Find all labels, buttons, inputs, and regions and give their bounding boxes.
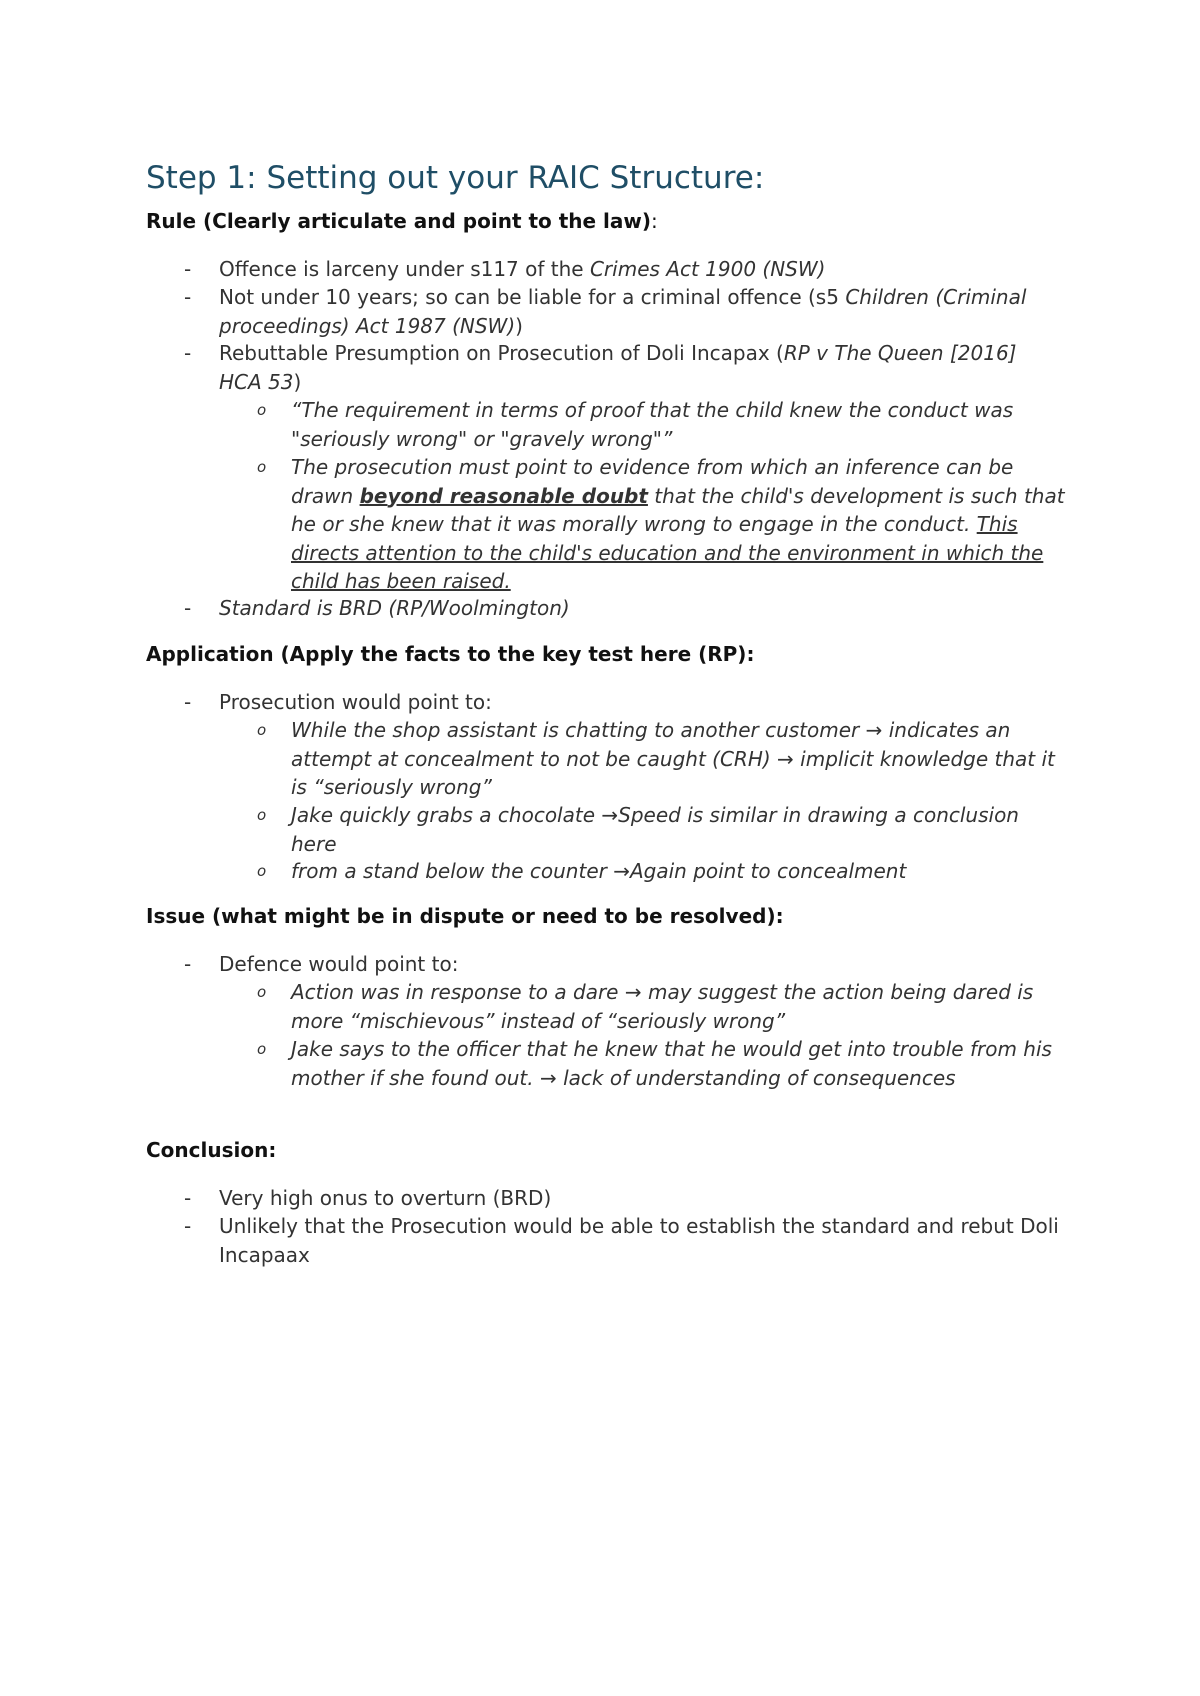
application-grab-b: Speed is similar in drawing a conclusion here [291,803,1019,856]
application-chatting-a: While the shop assistant is chatting to another customer [291,718,866,742]
conclusion-bullet-unlikely [184,1212,1064,1269]
application-bullet-prosecution [184,688,1064,717]
rule-prosecution-text-a: The prosecution must point to evidence from which an inference can be drawn [291,455,1014,508]
rule-bullet-presumption [184,339,1064,396]
rule-offence-text: Offence is larceny under s117 of the [219,257,590,281]
rule-bullet-standard [184,594,1064,623]
application-stand-b: Again point to concealment [629,859,907,883]
rule-bullet-age [184,283,1064,340]
rule-heading-text: Rule (Clearly articulate and point to the law) [146,209,652,233]
arrow-icon: → [613,859,630,883]
issue-defence-text: Defence would point to: [219,952,459,976]
bullet-dash: - [184,596,192,620]
conclusion-unlikely-text: Unlikely that the Prosecution would be able to establish the standard and rebut Doli Incapaax [219,1214,1059,1267]
issue-dare-a: Action was in response to a dare [291,980,625,1004]
sub-bullet-o: o [257,1040,267,1058]
sub-bullet-o: o [257,458,267,476]
bullet-dash: - [184,952,192,976]
rule-standard-text: Standard is BRD (RP/Woolmington) [219,596,570,620]
arrow-icon: → [624,980,642,1004]
issue-bullet-defence [184,950,1064,979]
arrow-icon: → [777,746,794,771]
sub-bullet-o: o [257,806,267,824]
rule-offence-cite: Crimes Act 1900 (NSW) [589,257,826,281]
application-sub-grab [257,801,1067,858]
rule-age-cite: Children (Criminal proceedings) Act 1987 (NSW) [219,285,1027,338]
rule-heading [146,209,658,233]
arrow-icon: → [865,718,883,742]
bullet-dash: - [184,285,192,309]
application-stand-a: from a stand below the counter [291,859,614,883]
sub-bullet-o: o [257,862,267,880]
sub-bullet-o: o [257,721,267,739]
issue-heading: Issue (what might be in dispute or need to be resolved): [146,904,784,928]
bullet-dash: - [184,257,192,281]
application-sub-stand [257,857,1067,886]
issue-sub-dare [257,978,1067,1035]
arrow-icon: → [601,803,619,827]
rule-presumption-cite: RP v The Queen [2016] HCA 53 [219,341,1017,394]
bullet-dash: - [184,1186,192,1210]
sub-bullet-o: o [257,401,267,419]
rule-sub-requirement [257,396,1067,453]
rule-presumption-text: Rebuttable Presumption on Prosecution of Doli Incapax ( [219,341,784,365]
bullet-dash: - [184,1214,192,1238]
arrow-icon: → [539,1065,557,1090]
rule-bullet-offence [184,255,1064,284]
issue-officer-a: Jake says to the officer that he knew that he would get into trouble from his mother if she found out. [291,1037,1052,1090]
issue-officer-b: lack of understanding of consequences [556,1065,956,1090]
issue-sub-officer [257,1035,1067,1092]
rule-presumption-close: ) [293,369,302,394]
rule-age-close: ) [515,313,523,338]
page-title: Step 1: Setting out your RAIC Structure: [146,160,765,196]
application-sub-chatting [257,716,1067,802]
bullet-dash: - [184,341,192,365]
application-prosecution-text: Prosecution would point to: [219,690,492,714]
rule-prosecution-underline: This directs attention to the child's education and the environment in which the child has been raised. [291,512,1044,593]
application-chatting-c: implicit knowledge that it is “seriously wrong” [291,746,1055,799]
rule-prosecution-text-b: that the child's development is such that he or she knew that it was morally wrong to engage in the conduct. [291,483,1065,536]
issue-dare-b: may suggest the action being dared is more “mischievous” instead of “seriously wrong” [291,980,1034,1033]
conclusion-heading: Conclusion: [146,1138,277,1162]
conclusion-onus-text: Very high onus to overturn (BRD) [219,1186,552,1210]
rule-heading-suffix: : [651,209,658,233]
application-grab-a: Jake quickly grabs a chocolate [291,803,602,827]
rule-prosecution-emphasis: beyond reasonable doubt [359,483,648,508]
rule-sub-prosecution [257,453,1067,596]
rule-requirement-quote: “The requirement in terms of proof that the child knew the conduct was "seriously wrong" or "gravely wrong"” [291,398,1014,451]
rule-age-text: Not under 10 years; so can be liable for a criminal offence (s5 [219,285,846,309]
application-heading: Application (Apply the facts to the key test here (RP): [146,642,755,666]
application-chatting-b: indicates an attempt at concealment to not be caught (CRH) [291,718,1011,771]
bullet-dash: - [184,690,192,714]
sub-bullet-o: o [257,983,267,1001]
conclusion-bullet-onus [184,1184,1064,1213]
